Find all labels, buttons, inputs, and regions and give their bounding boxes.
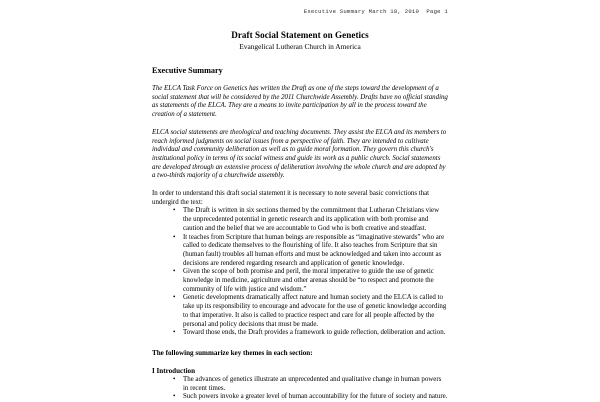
list-item: • Genetic developments dramatically affect nature and human society and the ELCA is called to take up its responsibility to encourage and advocate for the use of genetic knowledge according to that imperative. It also is called to practice respect and care for all people affected by the personal and policy decisions that must be made. — [152, 294, 448, 329]
lead-paragraph-2: ELCA social statements are theological and teaching documents. They assist the ELCA and its members to reach informed judgments on social issues from a perspective of faith. They are intended to cultivate individual and community deliberation as well as to guide moral formation. They govern this church's institutional policy in terms of its social witness and guide its work as a public church. Social statements are developed through an extensive process of deliberation involving the whole church and are adopted by a two-thirds majority of a churchwide assembly. — [152, 128, 447, 180]
lead-paragraph-1: The ELCA Task Force on Genetics has written the Draft as one of the steps toward the development of a social statement that will be considered by the 2011 Churchwide Assembly. Drafts have no official standing as statements of the ELCA. They are a means to invite participation by all in the process toward the creation of a statement. — [152, 85, 448, 119]
section-heading-executive-summary: Executive Summary — [152, 66, 223, 75]
list-item: • Toward those ends, the Draft provides a framework to guide reflection, deliberation and action. — [152, 329, 448, 338]
list-item: • The Draft is written in six sections themed by the commitment that Lutheran Christians view the unprecedented potential in genetic research and its application with both promise and caution and the belief that we are accountable to God who is both creative and steadfast. — [152, 207, 448, 233]
document-content — [152, 30, 448, 402]
running-head: Executive Summary March 18, 2010 Page 1 — [303, 8, 448, 15]
list-item: • Given the scope of both promise and peril, the moral imperative to guide the use of genetic knowledge in medicine, agriculture and other arenas should be “to respect and promote the community of life with justice and wisdom.” — [152, 268, 448, 294]
intro-paragraph: In order to understand this draft social statement it is necessary to note several basic convictions that undergird the text: — [152, 190, 430, 206]
themes-heading: The following summarize key themes in each section: — [152, 348, 313, 357]
document-title: Draft Social Statement on Genetics — [231, 30, 369, 40]
introduction-bullet-list — [152, 376, 448, 402]
document-subtitle: Evangelical Lutheran Church in America — [239, 42, 361, 51]
list-item: • The advances of genetics illustrate an unprecedented and qualitative change in human powers in recent times. — [152, 376, 448, 393]
section-heading-introduction: I Introduction — [152, 366, 196, 375]
list-item: • Such powers invoke a greater level of human accountability for the future of society and nature. — [152, 393, 448, 402]
list-item: • It teaches from Scripture that human beings are responsible as “imaginative stewards” who are called to dedicate themselves to the flourishing of life. It also teaches from Scripture that sin (human fault) troubles all human efforts and must be acknowledged and taken into account as decisions are rendered regarding research and application of genetic knowledge. — [152, 234, 448, 269]
conviction-bullet-list — [152, 207, 448, 338]
